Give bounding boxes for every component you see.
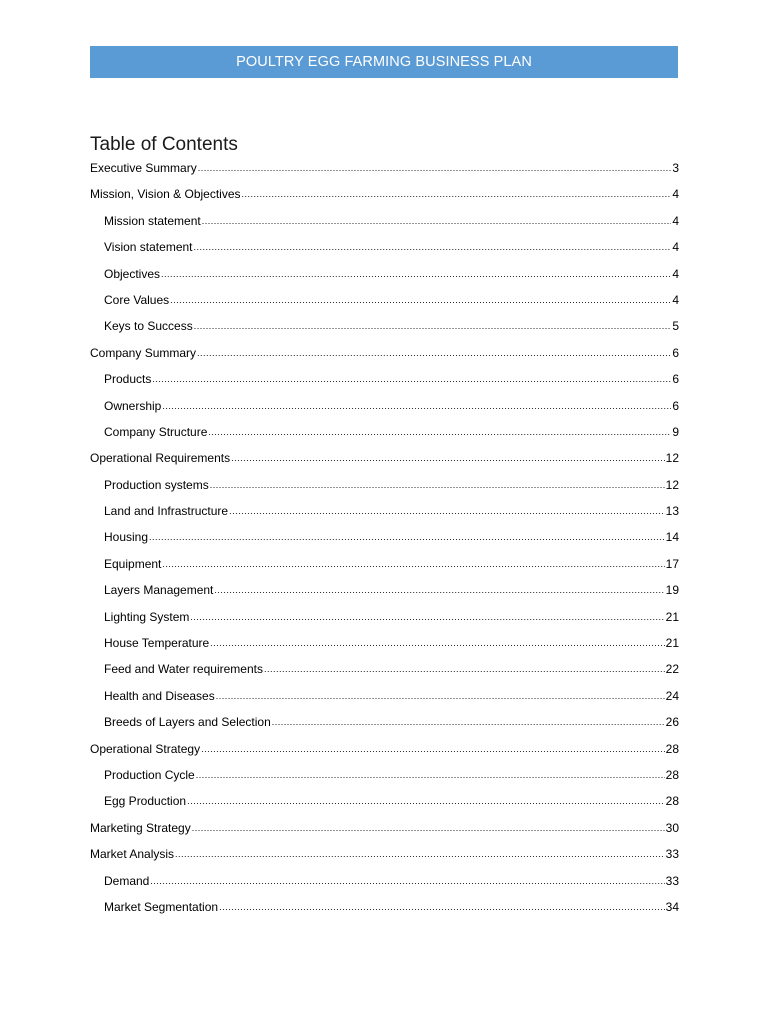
toc-entry-page-number[interactable]: 33 (665, 873, 679, 888)
toc-entry[interactable] (90, 788, 679, 814)
toc-entry-page-number[interactable]: 33 (665, 847, 679, 862)
toc-dot-leader (192, 815, 665, 841)
toc-dot-leader (264, 656, 665, 682)
toc-dot-leader (197, 340, 671, 366)
toc-entry-title[interactable]: Feed and Water requirements (104, 662, 263, 677)
toc-entry[interactable] (90, 287, 679, 313)
toc-dot-leader (196, 762, 665, 788)
toc-dot-leader (202, 208, 672, 234)
toc-dot-leader (187, 788, 665, 814)
toc-entry-title[interactable]: Products (104, 372, 152, 387)
toc-entry-page-number[interactable]: 17 (665, 556, 679, 571)
toc-entry[interactable] (90, 683, 679, 709)
toc-entry-page-number[interactable]: 12 (665, 477, 679, 492)
toc-dot-leader (194, 234, 672, 260)
toc-dot-leader (231, 445, 665, 471)
toc-entry[interactable] (90, 894, 679, 920)
toc-dot-leader (150, 868, 664, 894)
toc-dot-leader (242, 181, 672, 207)
toc-entry[interactable] (90, 366, 679, 392)
toc-dot-leader (194, 313, 672, 339)
toc-entry-title[interactable]: Mission statement (104, 213, 201, 228)
toc-entry-title[interactable]: Housing (104, 530, 149, 545)
toc-entry-title[interactable]: Vision statement (104, 240, 193, 255)
toc-entry[interactable] (90, 472, 679, 498)
toc-entry[interactable] (90, 762, 679, 788)
toc-entry-page-number[interactable]: 22 (665, 662, 679, 677)
toc-entry[interactable] (90, 498, 679, 524)
toc-entry-page-number[interactable]: 4 (672, 187, 679, 202)
toc-entry-page-number[interactable]: 9 (672, 424, 679, 439)
toc-entry[interactable] (90, 630, 679, 656)
toc-entry-page-number[interactable]: 6 (672, 345, 679, 360)
toc-entry[interactable] (90, 841, 679, 867)
toc-entry-title[interactable]: Objectives (104, 266, 161, 281)
toc-entry-page-number[interactable]: 4 (672, 266, 679, 281)
toc-dot-leader (161, 261, 671, 287)
toc-entry[interactable] (90, 815, 679, 841)
document-title-banner (90, 46, 678, 78)
toc-dot-leader (152, 366, 671, 392)
toc-entry-page-number[interactable]: 28 (665, 741, 679, 756)
toc-entry-title[interactable]: Operational Requirements (90, 451, 231, 466)
toc-dot-leader (162, 393, 671, 419)
toc-dot-leader (210, 472, 665, 498)
toc-dot-leader (208, 419, 671, 445)
toc-entry[interactable] (90, 445, 679, 471)
toc-entry[interactable] (90, 551, 679, 577)
toc-entry[interactable] (90, 709, 679, 735)
toc-entry-title[interactable]: Keys to Success (104, 319, 193, 334)
toc-entry-page-number[interactable]: 6 (672, 398, 679, 413)
toc-entry[interactable] (90, 155, 679, 181)
toc-entry[interactable] (90, 656, 679, 682)
toc-dot-leader (149, 524, 665, 550)
toc-dot-leader (272, 709, 665, 735)
toc-entry[interactable] (90, 181, 679, 207)
toc-entry-title[interactable]: Executive Summary (90, 161, 197, 175)
table-of-contents (90, 155, 679, 920)
toc-entry-page-number[interactable]: 13 (665, 504, 679, 519)
toc-entry[interactable] (90, 234, 679, 260)
toc-entry[interactable] (90, 393, 679, 419)
toc-entry-title[interactable]: Demand (104, 873, 150, 888)
toc-heading: Table of Contents (90, 134, 238, 155)
toc-entry-title[interactable]: Production systems (104, 477, 209, 492)
toc-entry-page-number[interactable]: 34 (665, 899, 679, 914)
toc-entry-page-number[interactable]: 14 (665, 530, 679, 545)
toc-entry-title[interactable]: Mission, Vision & Objectives (90, 187, 241, 202)
toc-dot-leader (214, 577, 664, 603)
toc-entry-page-number[interactable]: 28 (665, 794, 679, 809)
toc-entry-page-number[interactable]: 4 (672, 292, 679, 307)
toc-entry-page-number[interactable]: 24 (665, 688, 679, 703)
toc-entry[interactable] (90, 524, 679, 550)
toc-entry[interactable] (90, 736, 679, 762)
toc-entry-title[interactable]: House Temperature (104, 636, 210, 651)
toc-dot-leader (201, 736, 665, 762)
toc-entry[interactable] (90, 577, 679, 603)
toc-entry-page-number[interactable]: 12 (665, 451, 679, 466)
toc-entry[interactable] (90, 868, 679, 894)
toc-entry-title[interactable]: Marketing Strategy (90, 820, 191, 835)
toc-entry-title[interactable]: Ownership (104, 398, 162, 413)
toc-entry-page-number[interactable]: 5 (672, 319, 679, 334)
toc-entry[interactable] (90, 340, 679, 366)
toc-entry-title[interactable]: Market Analysis (90, 847, 175, 862)
toc-entry-title[interactable]: Company Structure (104, 424, 208, 439)
toc-dot-leader (216, 683, 665, 709)
toc-entry-title[interactable]: Land and Infrastructure (104, 504, 229, 519)
toc-dot-leader (162, 551, 664, 577)
toc-entry-title[interactable]: Layers Management (104, 583, 214, 598)
toc-entry-title[interactable]: Health and Diseases (104, 688, 215, 703)
toc-entry-page-number[interactable]: 4 (672, 213, 679, 228)
toc-entry-page-number[interactable]: 30 (665, 820, 679, 835)
toc-entry-page-number[interactable]: 4 (672, 240, 679, 255)
document-title: POULTRY EGG FARMING BUSINESS PLAN (236, 54, 532, 70)
toc-entry-page-number[interactable]: 6 (672, 372, 679, 387)
toc-entry-title[interactable]: Company Summary (90, 345, 197, 360)
toc-entry-title[interactable]: Operational Strategy (90, 741, 201, 756)
toc-dot-leader (219, 894, 665, 920)
toc-dot-leader (190, 604, 664, 630)
toc-entry-page-number[interactable]: 21 (665, 609, 679, 624)
toc-entry[interactable] (90, 208, 679, 234)
toc-entry-title[interactable]: Equipment (104, 556, 162, 571)
toc-dot-leader (170, 287, 671, 313)
toc-entry-title[interactable]: Lighting System (104, 609, 190, 624)
toc-entry[interactable] (90, 261, 679, 287)
toc-entry-title[interactable]: Breeds of Layers and Selection (104, 715, 271, 730)
toc-entry-title[interactable]: Egg Production (104, 794, 187, 809)
toc-dot-leader (229, 498, 665, 524)
toc-entry-title[interactable]: Market Segmentation (104, 899, 219, 914)
toc-entry-page-number[interactable]: 3 (672, 161, 679, 175)
toc-entry-page-number[interactable]: 28 (665, 767, 679, 782)
toc-entry-page-number[interactable]: 26 (665, 715, 679, 730)
toc-entry[interactable] (90, 419, 679, 445)
toc-entry-title[interactable]: Core Values (104, 292, 170, 307)
toc-entry-page-number[interactable]: 19 (665, 583, 679, 598)
toc-entry-title[interactable]: Production Cycle (104, 767, 195, 782)
toc-entry[interactable] (90, 604, 679, 630)
toc-entry-page-number[interactable]: 21 (665, 636, 679, 651)
toc-dot-leader (198, 155, 672, 181)
toc-dot-leader (210, 630, 664, 656)
toc-entry[interactable] (90, 313, 679, 339)
toc-dot-leader (175, 841, 665, 867)
